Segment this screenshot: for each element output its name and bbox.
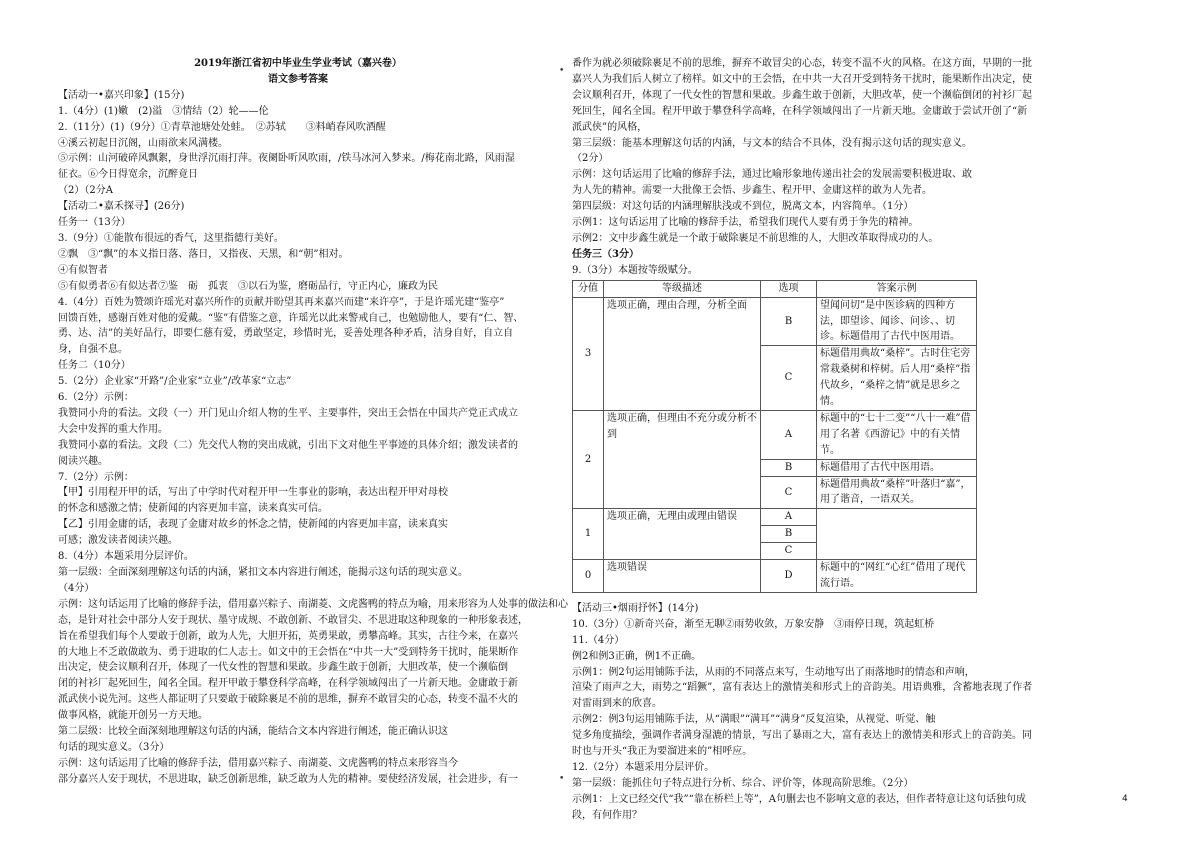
- option-cell: D: [761, 560, 817, 593]
- text-line: 派武侠”的风格，: [572, 121, 648, 133]
- text-line: 为人先的精神。需要一大批像王会悟、步鑫生、程开甲、金庸这样的敢为人先者。: [572, 185, 932, 197]
- text-line: 做事风格，就能开创另一方天地。: [58, 710, 208, 722]
- level-desc-cell: 选项正确，无理由或理由错误: [604, 509, 761, 560]
- text-line: ⑤有似勇者⑥有似达者⑦鉴 砺 孤衷 ③以石为鉴，磨砺品行，守正内心，廉政为民: [58, 280, 438, 292]
- table-row: [573, 560, 977, 593]
- text-line: ②飘 ③“飘”的本义指日落、落日，又指夜、天黑，和“朝”相对。: [58, 248, 349, 260]
- text-line: ⑤示例：山河破碎风飘絮，身世浮沉雨打萍。夜阑卧听风吹雨，/铁马冰河入梦来。/梅花南北路，风雨湿: [58, 153, 515, 165]
- text-line: 10.（3分）①新奇兴奋，渐至无聊②雨势收敛，万象安静 ③雨停日现，筑起虹桥: [572, 618, 935, 630]
- text-line: 示例1：上文已经交代“我”“靠在桥栏上等”，A句删去也不影响文意的表达，但作者特意让这句话独句成: [572, 793, 1027, 805]
- text-line: 12.（2分）本题采用分层评价。: [572, 761, 715, 773]
- text-line: 时也与开头“我正为要溜进来的”相呼应。: [572, 746, 753, 758]
- text-line: 的大地上不乏敢做敢为、勇于进取的仁人志士。如文中的王会悟在“中共一大”受到特务干扰时，能果断作: [58, 646, 519, 658]
- level-desc-cell: 选项正确，但理由不充分或分析不到: [604, 410, 761, 508]
- option-cell: A: [761, 410, 817, 459]
- text-line: 身，自强不息。: [58, 344, 128, 356]
- text-line: （2）（2分A: [58, 185, 113, 197]
- text-line: 【乙】引用金庸的话，表现了金庸对故乡的怀念之情，使新闻的内容更加丰富，读来真实: [58, 519, 448, 531]
- option-cell: A: [761, 509, 817, 526]
- example-cell: [817, 509, 977, 560]
- example-cell: 标题借用典故“桑梓”。古时住宅旁常栽桑树和梓树。后人用“桑梓”指代故乡，“桑梓之情”就是思乡之情。: [817, 346, 977, 411]
- text-line: 态，是针对社会中部分人安于现状、墨守成规、不敢创新、不敢冒尖、不思进取这种现象的一种形象表述，: [58, 614, 528, 626]
- text-line: 大会中发挥的重大作用。: [58, 423, 168, 435]
- text-line: 第二层级：比较全面深刻地理解这句话的内涵，能结合文本内容进行阐述，能正确认识这: [58, 726, 448, 738]
- text-line: 第四层级：对这句话的内涵理解肤浅或不到位，脱离文本，内容简单。（1分）: [572, 201, 914, 213]
- text-line: 第一层级：能抓住句子特点进行分析、综合、评价等，体现高阶思维。（2分）: [572, 777, 914, 789]
- text-line: 1.（4分）(1)嫩 (2)溢 ③情结（2）轮——伦: [58, 105, 269, 117]
- option-cell: C: [761, 346, 817, 411]
- table-row: [573, 297, 977, 346]
- text-line: 嘉兴人为我们后人树立了榜样。如文中的王会悟，在中共一大召开受到特务干扰时，能果断作出决定，使: [572, 73, 1032, 85]
- text-line: ④有似智者: [58, 264, 108, 276]
- text-line: 对雷雨到来的欣喜。: [572, 698, 662, 710]
- text-line: 2.（11分）(1)（9分）①青草池塘处处蛙。 ②苏轼 ③料峭春风吹酒醒: [58, 121, 386, 133]
- text-line: 示例1：这句话运用了比喻的修辞手法，希望我们现代人要有勇于争先的精神。: [572, 217, 919, 229]
- text-line: 会议顺利召开，体现了一代女性的智慧和果敢。步鑫生敢于创新，大胆改革，使一个濒临倒闭的衬衫厂起: [572, 89, 1032, 101]
- header-option: 选项: [761, 280, 817, 297]
- header-answer-example: 答案示例: [817, 280, 977, 297]
- fold-marker: •: [559, 774, 565, 784]
- page-title: 2019年浙江省初中毕业生学业考试（嘉兴卷）: [194, 58, 402, 69]
- text-line: 可感；激发读者阅读兴趣。: [58, 535, 178, 547]
- text-line: 我赞同小舟的看法。文段（一）开门见山介绍人物的生平、主要事件，突出王会悟在中国共产党正式成立: [58, 407, 518, 419]
- text-line: 任务一（13分）: [58, 217, 131, 229]
- text-line: 【活动一•嘉兴印象】(15分): [58, 89, 185, 101]
- page-title: 语文参考答案: [268, 73, 328, 85]
- level-desc-cell: 选项正确，理由合理，分析全面: [604, 297, 761, 410]
- option-cell: C: [761, 476, 817, 509]
- option-cell: B: [761, 459, 817, 476]
- text-line: 部分嘉兴人安于现状，不思进取，缺乏创新思维，缺乏敢为人先的精神。要使经济发展，社会进步，有一: [58, 773, 518, 785]
- table-row: [573, 410, 977, 459]
- option-cell: B: [761, 526, 817, 543]
- text-line: 例2和例3正确，例1不正确。: [572, 650, 702, 662]
- text-line: 示例：这句话运用了比喻的修辞手法，通过比喻形象地传递出社会的发展需要积极进取、敢: [572, 169, 972, 181]
- text-line: 旨在希望我们每个人要敢于创新，敢为人先，大胆开拓，英勇果敢，勇攀高峰。其实，古往今来，在嘉兴: [58, 630, 518, 642]
- text-line: （2分）: [572, 153, 609, 165]
- text-line: 我赞同小嘉的看法。文段（二）先交代人物的突出成就，引出下文对他生平事迹的具体介绍；激发读者的: [58, 439, 518, 451]
- binding-fold-line: [556, 0, 570, 849]
- text-line: 出决定，使会议顺利召开，体现了一代女性的智慧和果敢。步鑫生敢于创新，大胆改革，使一个濒临倒: [58, 662, 508, 674]
- text-line: 【甲】引用程开甲的话，写出了中学时代对程开甲一生事业的影响，表达出程开甲对母校: [58, 487, 448, 499]
- grading-table: [572, 280, 977, 593]
- text-line: 阅读兴趣。: [58, 455, 108, 467]
- example-cell: 标题中的“七十二变”“八十一难”借用了名著《西游记》中的有关情节。: [817, 410, 977, 459]
- text-line: 示例：这句话运用了比喻的修辞手法，借用嘉兴粽子、南湖菱、文虎酱鸭的特点来形容当今: [58, 757, 458, 769]
- text-line: 句话的现实意义。（3分）: [58, 741, 170, 753]
- text-line: 示例：这句话运用了比喻的修辞手法，借用嘉兴粽子、南湖菱、文虎酱鸭的特点为喻，用来形容为人处事的做法和心: [58, 598, 568, 610]
- header-level-desc: 等级描述: [604, 280, 761, 297]
- text-line: 第三层级：能基本理解这句话的内涵，与文本的结合不具体，没有揭示这句话的现实意义。: [572, 137, 972, 149]
- section-heading: 任务三（3分）: [572, 248, 639, 260]
- text-line: 的怀念和感激之情；使新闻的内容更加丰富，读来真实可信。: [58, 503, 328, 515]
- text-line: 征衣。⑥今日得宽余，沉醉竟日: [58, 169, 198, 181]
- text-line: 7.（2分）示例：: [58, 471, 134, 483]
- text-line: 8.（4分）本题采用分层评价。: [58, 551, 194, 563]
- example-cell: 标题借用了古代中医用语。: [817, 459, 977, 476]
- text-line: 闭的衬衫厂起死回生，闻名全国。程开甲敢于攀登科学高峰，在科学领域闯出了一片新天地。金庸敢于新: [58, 678, 518, 690]
- text-line: 6.（2分）示例：: [58, 392, 134, 404]
- header-score: 分值: [573, 280, 604, 297]
- score-cell: 3: [573, 297, 604, 410]
- text-line: 勇、达、洁”的美好品行，即要仁慈有爱，勇敢坚定，珍惜时光，妥善处理各种矛盾，洁身自好，自立自: [58, 328, 514, 340]
- text-line: （4分）: [58, 582, 95, 594]
- text-line: 【活动二•嘉禾探寻】(26分): [58, 201, 185, 213]
- score-cell: 2: [573, 410, 604, 508]
- example-cell: 望闻问切”是中医诊病的四种方法，即望诊、闻诊、问诊、、切诊。标题借用了古代中医用语。: [817, 297, 977, 346]
- fold-marker: •: [559, 66, 565, 76]
- text-line: 3.（9分）①能散布很远的香气，这里指德行美好。: [58, 232, 284, 244]
- right-column: [572, 56, 1033, 824]
- text-line: 任务二（10分）: [58, 360, 131, 372]
- text-line: 示例1：例2句运用铺陈手法，从雨的不同落点来写，生动地写出了雨落地时的情态和声响，: [572, 666, 975, 678]
- score-cell: 0: [573, 560, 604, 593]
- text-line: 示例2：例3句运用铺陈手法，从“满眼”“满耳”“满身”反复渲染，从视觉、听觉、触: [572, 714, 936, 726]
- page-number: 4: [1122, 794, 1128, 804]
- text-line: 【活动三•烟雨抒怀】(14分): [572, 602, 699, 614]
- text-line: 5.（2分）企业家“开路”/企业家“立业”/改革家“立志”: [58, 376, 292, 388]
- score-cell: 1: [573, 509, 604, 560]
- text-line: 9.（3分）本题按等级赋分。: [572, 264, 698, 276]
- level-desc-cell: 选项错误: [604, 560, 761, 593]
- text-line: 死回生，闻名全国。程开甲敢于攀登科学高峰，在科学领域闯出了一片新天地。金庸敢于尝试开创了“新: [572, 105, 1028, 117]
- option-cell: C: [761, 543, 817, 560]
- grading-table-header-row: [573, 280, 977, 297]
- text-line: 派武侠小说先河。这些人都证明了只要敢于破除裹足不前的思维，摒弃不敢冒尖的心态，转变不温不火的: [58, 694, 518, 706]
- option-cell: B: [761, 297, 817, 346]
- right-column-bottom: [572, 601, 1033, 824]
- text-line: 番作为就必须破除裹足不前的思维，摒弃不敢冒尖的心态，转变不温不火的风格。在这方面，早期的一批: [572, 58, 1032, 69]
- text-line: ④溪云初起日沉阁，山雨欲来风满楼。: [58, 137, 228, 149]
- text-line: 11.（4分）: [572, 634, 625, 646]
- example-cell: 标题中的“网红“心红”借用了现代流行语。: [817, 560, 977, 593]
- right-column-top: [572, 56, 1032, 279]
- left-column: [58, 56, 568, 788]
- text-line: 觉多角度描绘，强调作者满身湿漉的情景，写出了暴雨之大，富有表达上的激情美和形式上的音韵美。同: [572, 730, 1032, 742]
- example-cell: 标题借用典故“桑梓”叶落归“嘉”，用了谐音，一语双关。: [817, 476, 977, 509]
- text-line: 段，有何作用？: [572, 809, 642, 821]
- text-line: 第一层级：全面深刻理解这句话的内涵，紧扣文本内容进行阐述，能揭示这句话的现实意义。: [58, 567, 468, 578]
- text-line: 示例2：文中步鑫生就是一个敢于破除裹足不前思维的人，大胆改革取得成功的人。: [572, 232, 939, 244]
- text-line: 4.（4分）百姓为赞颂许瑶光对嘉兴所作的贡献并盼望其再来嘉兴而建“来许亭”，于是许瑶光建“鉴亭”: [58, 296, 505, 308]
- text-line: 渲染了雨声之大，雨势之“蹈獗”，富有表达上的激情美和形式上的音韵美。用语典雅，含蓄地表现了作者: [572, 682, 1033, 694]
- text-line: 回馈百姓，感谢百姓对他的爱戴。“鉴”有借鉴之意，许瑶光以此来警戒自己，也勉励他人，要有“仁、智、: [58, 312, 524, 324]
- table-row: [573, 509, 977, 526]
